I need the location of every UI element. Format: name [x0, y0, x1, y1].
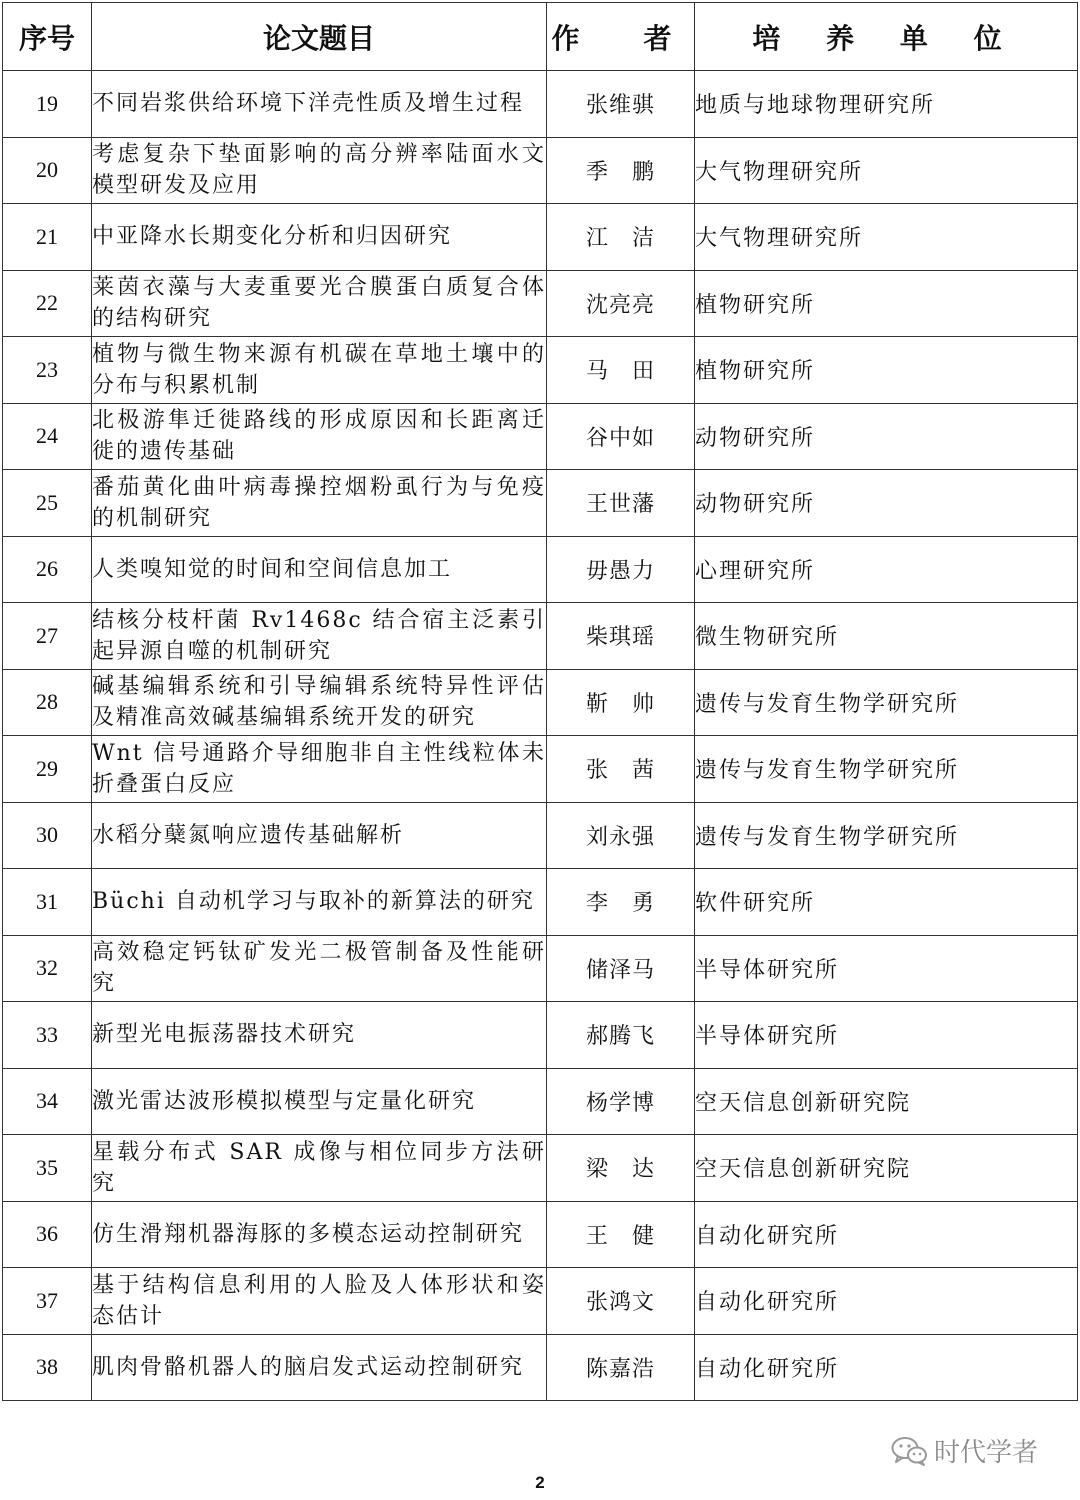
cell-author: 季 鹏: [547, 137, 695, 204]
cell-no: 19: [3, 71, 92, 138]
cell-title: 肌肉骨骼机器人的脑启发式运动控制研究: [92, 1334, 547, 1401]
cell-unit: 软件研究所: [695, 869, 1078, 936]
table-row: [3, 869, 1078, 936]
cell-title: 星载分布式 SAR 成像与相位同步方法研究: [92, 1135, 547, 1202]
cell-unit: 自动化研究所: [695, 1268, 1078, 1335]
cell-author: 梁 达: [547, 1135, 695, 1202]
cell-unit: 空天信息创新研究院: [695, 1135, 1078, 1202]
watermark-text: 时代学者: [934, 1438, 1039, 1468]
table-row: [3, 1002, 1078, 1069]
table-row: [3, 137, 1078, 204]
cell-unit: 自动化研究所: [695, 1334, 1078, 1401]
cell-no: 20: [3, 137, 92, 204]
cell-title: 仿生滑翔机器海豚的多模态运动控制研究: [92, 1201, 547, 1268]
header-author: 作 者: [547, 3, 695, 71]
cell-title: 番茄黄化曲叶病毒操控烟粉虱行为与免疫的机制研究: [92, 470, 547, 537]
cell-author: 刘永强: [547, 802, 695, 869]
table-row: [3, 204, 1078, 271]
cell-author: 沈亮亮: [547, 270, 695, 337]
cell-title: 碱基编辑系统和引导编辑系统特异性评估及精准高效碱基编辑系统开发的研究: [92, 669, 547, 736]
watermark: [890, 1432, 1038, 1469]
cell-no: 26: [3, 536, 92, 603]
table-row: [3, 935, 1078, 1002]
cell-title: Wnt 信号通路介导细胞非自主性线粒体未折叠蛋白反应: [92, 736, 547, 803]
table-header-row: [3, 3, 1078, 71]
wechat-icon: [890, 1435, 928, 1467]
cell-no: 35: [3, 1135, 92, 1202]
cell-title: 植物与微生物来源有机碳在草地土壤中的分布与积累机制: [92, 337, 547, 404]
cell-author: 江 洁: [547, 204, 695, 271]
cell-no: 38: [3, 1334, 92, 1401]
cell-title: 人类嗅知觉的时间和空间信息加工: [92, 536, 547, 603]
cell-author: 杨学博: [547, 1068, 695, 1135]
table-row: [3, 1268, 1078, 1335]
cell-no: 33: [3, 1002, 92, 1069]
cell-author: 柴琪瑶: [547, 603, 695, 670]
cell-no: 24: [3, 403, 92, 470]
cell-title: 高效稳定钙钛矿发光二极管制备及性能研究: [92, 935, 547, 1002]
cell-title: 新型光电振荡器技术研究: [92, 1002, 547, 1069]
table-row: [3, 270, 1078, 337]
cell-no: 23: [3, 337, 92, 404]
cell-author: 李 勇: [547, 869, 695, 936]
cell-author: 毋愚力: [547, 536, 695, 603]
cell-unit: 微生物研究所: [695, 603, 1078, 670]
cell-title: 激光雷达波形模拟模型与定量化研究: [92, 1068, 547, 1135]
award-table: [2, 2, 1078, 1401]
cell-author: 张鸿文: [547, 1268, 695, 1335]
cell-no: 31: [3, 869, 92, 936]
cell-no: 36: [3, 1201, 92, 1268]
table-row: [3, 337, 1078, 404]
cell-unit: 植物研究所: [695, 270, 1078, 337]
table-row: [3, 536, 1078, 603]
header-no: 序号: [3, 3, 92, 71]
cell-title: 不同岩浆供给环境下洋壳性质及增生过程: [92, 71, 547, 138]
cell-title: 中亚降水长期变化分析和归因研究: [92, 204, 547, 271]
cell-unit: 地质与地球物理研究所: [695, 71, 1078, 138]
cell-author: 谷中如: [547, 403, 695, 470]
cell-author: 靳 帅: [547, 669, 695, 736]
header-title: 论文题目: [92, 3, 547, 71]
cell-unit: 动物研究所: [695, 403, 1078, 470]
cell-title: 结核分枝杆菌 Rv1468c 结合宿主泛素引起异源自噬的机制研究: [92, 603, 547, 670]
cell-author: 马 田: [547, 337, 695, 404]
cell-unit: 空天信息创新研究院: [695, 1068, 1078, 1135]
cell-title: 水稻分蘖氮响应遗传基础解析: [92, 802, 547, 869]
cell-title: 考虑复杂下垫面影响的高分辨率陆面水文模型研发及应用: [92, 137, 547, 204]
table-row: [3, 802, 1078, 869]
cell-title: 基于结构信息利用的人脸及人体形状和姿态估计: [92, 1268, 547, 1335]
table-row: [3, 1334, 1078, 1401]
cell-author: 张 茜: [547, 736, 695, 803]
cell-unit: 半导体研究所: [695, 1002, 1078, 1069]
cell-author: 储泽马: [547, 935, 695, 1002]
table-row: [3, 1201, 1078, 1268]
table-row: [3, 603, 1078, 670]
table-row: [3, 403, 1078, 470]
cell-no: 25: [3, 470, 92, 537]
cell-title: Büchi 自动机学习与取补的新算法的研究: [92, 869, 547, 936]
cell-no: 34: [3, 1068, 92, 1135]
cell-unit: 遗传与发育生物学研究所: [695, 669, 1078, 736]
table-row: [3, 736, 1078, 803]
cell-no: 22: [3, 270, 92, 337]
cell-no: 21: [3, 204, 92, 271]
cell-unit: 自动化研究所: [695, 1201, 1078, 1268]
cell-no: 27: [3, 603, 92, 670]
cell-unit: 动物研究所: [695, 470, 1078, 537]
cell-no: 30: [3, 802, 92, 869]
cell-author: 王世藩: [547, 470, 695, 537]
cell-author: 王 健: [547, 1201, 695, 1268]
table-row: [3, 1135, 1078, 1202]
header-unit: 培 养 单 位: [695, 3, 1078, 71]
cell-unit: 遗传与发育生物学研究所: [695, 802, 1078, 869]
cell-title: 北极游隼迁徙路线的形成原因和长距离迁徙的遗传基础: [92, 403, 547, 470]
cell-author: 郝腾飞: [547, 1002, 695, 1069]
cell-unit: 植物研究所: [695, 337, 1078, 404]
cell-unit: 心理研究所: [695, 536, 1078, 603]
cell-no: 28: [3, 669, 92, 736]
table-row: [3, 71, 1078, 138]
cell-no: 29: [3, 736, 92, 803]
table-row: [3, 1068, 1078, 1135]
cell-unit: 大气物理研究所: [695, 137, 1078, 204]
cell-no: 37: [3, 1268, 92, 1335]
cell-unit: 大气物理研究所: [695, 204, 1078, 271]
cell-no: 32: [3, 935, 92, 1002]
cell-author: 张维骐: [547, 71, 695, 138]
cell-unit: 半导体研究所: [695, 935, 1078, 1002]
cell-unit: 遗传与发育生物学研究所: [695, 736, 1078, 803]
table-row: [3, 470, 1078, 537]
page-number: 2: [535, 1473, 545, 1492]
cell-author: 陈嘉浩: [547, 1334, 695, 1401]
cell-title: 莱茵衣藻与大麦重要光合膜蛋白质复合体的结构研究: [92, 270, 547, 337]
table-row: [3, 669, 1078, 736]
